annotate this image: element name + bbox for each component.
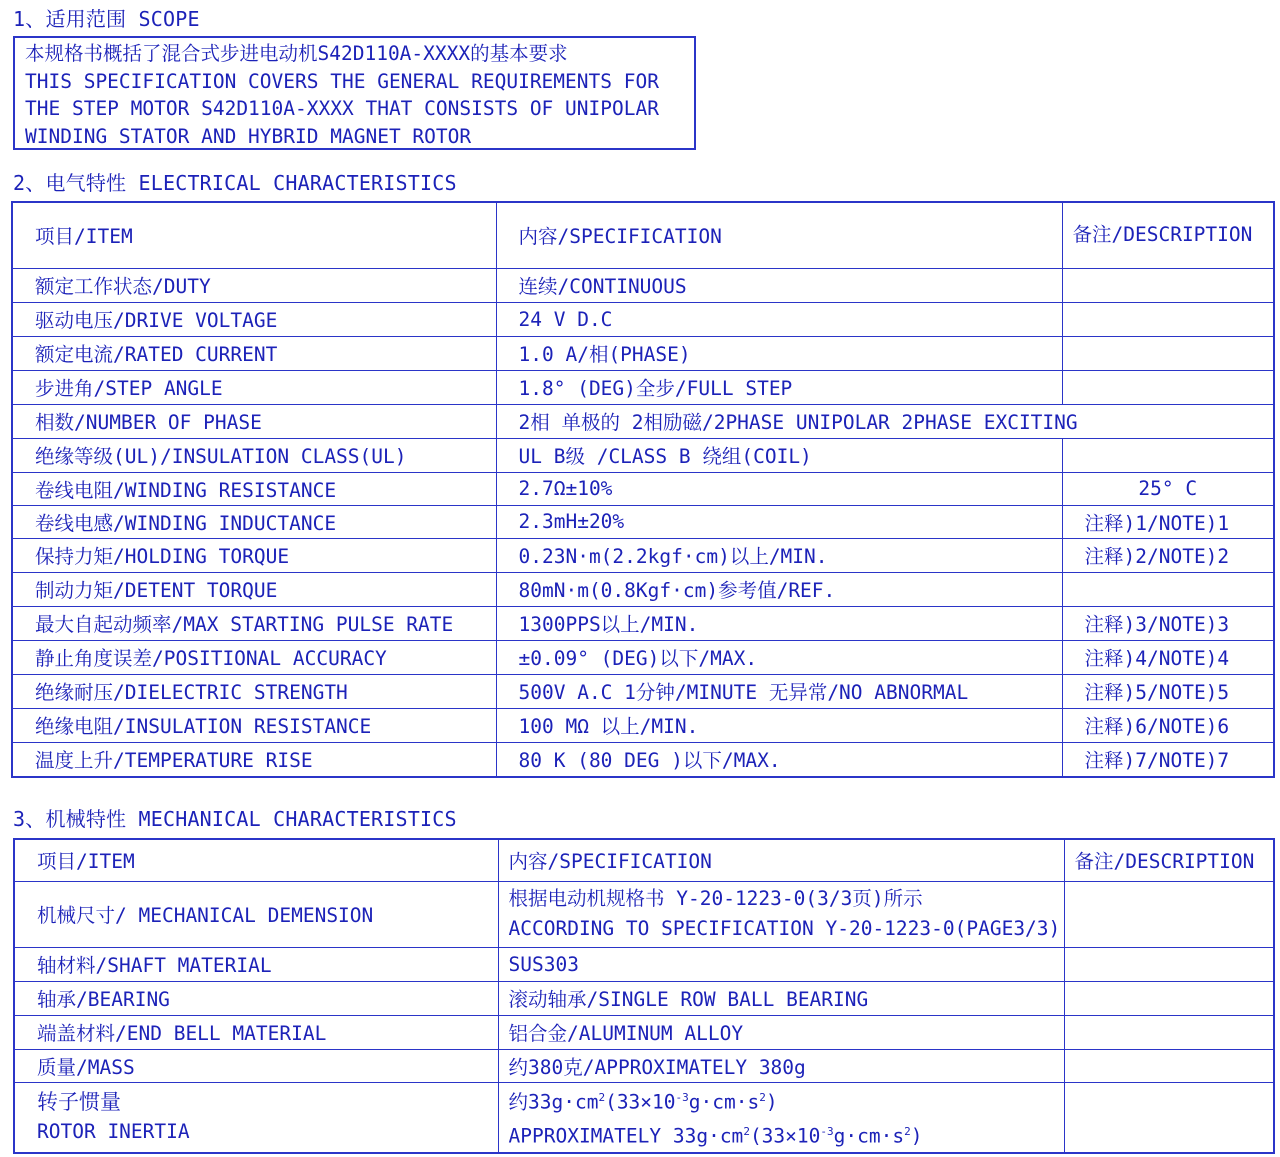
- inertia-spec-line-1: [509, 1083, 1064, 1118]
- inertia-item-line-1: 转子惯量: [37, 1090, 121, 1114]
- scope-box: [13, 36, 696, 150]
- electrical-table: [11, 201, 1275, 778]
- table-row: [14, 881, 1274, 947]
- row-spec: [498, 881, 1064, 947]
- table-row: [14, 947, 1274, 981]
- table-row: [14, 981, 1274, 1015]
- row-item: 保持力矩/HOLDING TORQUE: [12, 538, 496, 572]
- row-spec: 80mN·m(0.8Kgf·cm)参考值/REF.: [496, 572, 1062, 606]
- row-item: 绝缘电阻/INSULATION RESISTANCE: [12, 708, 496, 742]
- row-item: 机械尺寸/ MECHANICAL DEMENSION: [14, 881, 498, 947]
- table-row: [14, 1049, 1274, 1082]
- superscript: 2: [598, 1090, 606, 1104]
- electrical-heading: 2、电气特性 ELECTRICAL CHARACTERISTICS: [13, 171, 457, 195]
- inertia-spec-line-2: [509, 1117, 1064, 1152]
- electrical-header-row: [12, 202, 1274, 268]
- scope-line-4: WINDING STATOR AND HYBRID MAGNET ROTOR: [25, 124, 472, 148]
- row-desc: [1064, 1015, 1274, 1049]
- row-desc: [1064, 981, 1274, 1015]
- row-desc: [1062, 572, 1274, 606]
- table-row: [12, 472, 1274, 505]
- row-spec: 约380克/APPROXIMATELY 380g: [498, 1049, 1064, 1082]
- scope-heading: 1、适用范围 SCOPE: [13, 7, 200, 31]
- row-spec: UL B级 /CLASS B 绕组(COIL): [496, 438, 1062, 472]
- table-row: [14, 1015, 1274, 1049]
- table-row: [12, 336, 1274, 370]
- inertia-text: ): [765, 1090, 778, 1113]
- inertia-item-line-2: ROTOR INERTIA: [37, 1120, 190, 1143]
- row-spec: 铝合金/ALUMINUM ALLOY: [498, 1015, 1064, 1049]
- superscript: 2: [759, 1090, 766, 1104]
- row-spec: 2.7Ω±10%: [496, 472, 1062, 505]
- row-spec: 1.8° (DEG)全步/FULL STEP: [496, 370, 1062, 404]
- row-spec: 连续/CONTINUOUS: [496, 268, 1062, 302]
- row-item: 绝缘耐压/DIELECTRIC STRENGTH: [12, 674, 496, 708]
- row-desc: 注释)3/NOTE)3: [1062, 606, 1274, 640]
- row-item: 轴材料/SHAFT MATERIAL: [14, 947, 498, 981]
- row-spec: 1300PPS以上/MIN.: [496, 606, 1062, 640]
- inertia-text: g·cm·s: [688, 1090, 760, 1113]
- row-desc: [1062, 336, 1274, 370]
- row-spec: ±0.09° (DEG)以下/MAX.: [496, 640, 1062, 674]
- inertia-text: (33×10: [749, 1124, 821, 1148]
- inertia-text: (33×10: [605, 1090, 676, 1113]
- table-row: [12, 708, 1274, 742]
- row-spec: 2.3mH±20%: [496, 505, 1062, 538]
- row-desc: 注释)2/NOTE)2: [1062, 538, 1274, 572]
- superscript: 2: [904, 1125, 911, 1138]
- dimension-spec-line-1: 根据电动机规格书 Y-20-1223-0(3/3页)所示: [508, 887, 923, 910]
- table-row: [12, 505, 1274, 538]
- header-item: 项目/ITEM: [14, 839, 498, 881]
- row-desc: [1062, 438, 1274, 472]
- inertia-text: ): [910, 1124, 923, 1148]
- row-desc: 25° C: [1062, 472, 1274, 505]
- row-desc: [1062, 268, 1274, 302]
- table-row: [12, 538, 1274, 572]
- row-spec: 100 MΩ 以上/MIN.: [496, 708, 1062, 742]
- row-item: 轴承/BEARING: [14, 981, 498, 1015]
- header-desc: 备注/DESCRIPTION: [1062, 202, 1274, 268]
- row-spec: 滚动轴承/SINGLE ROW BALL BEARING: [498, 981, 1064, 1015]
- scope-line-3: THE STEP MOTOR S42D110A-XXXX THAT CONSISTS OF UNIPOLAR: [25, 97, 659, 120]
- table-row: [12, 404, 1274, 438]
- scope-line-1: 本规格书概括了混合式步进电动机S42D110A-XXXX的基本要求: [25, 42, 568, 65]
- table-row: [12, 302, 1274, 336]
- row-spec: 1.0 A/相(PHASE): [496, 336, 1062, 370]
- dimension-spec-line-2: ACCORDING TO SPECIFICATION Y-20-1223-0(PAGE3/3): [508, 917, 1061, 940]
- row-desc: [1064, 1049, 1274, 1082]
- superscript: 2: [743, 1125, 750, 1138]
- row-item: 额定电流/RATED CURRENT: [12, 336, 496, 370]
- row-spec: SUS303: [498, 947, 1064, 981]
- table-row: [12, 674, 1274, 708]
- row-item: 额定工作状态/DUTY: [12, 268, 496, 302]
- inertia-text: 约33g·cm: [508, 1090, 599, 1113]
- superscript: -3: [675, 1090, 689, 1104]
- header-item: 项目/ITEM: [12, 202, 496, 268]
- row-item: 卷线电感/WINDING INDUCTANCE: [12, 505, 496, 538]
- row-item: 最大自起动频率/MAX STARTING PULSE RATE: [12, 606, 496, 640]
- row-desc: 注释)5/NOTE)5: [1062, 674, 1274, 708]
- row-item: 卷线电阻/WINDING RESISTANCE: [12, 472, 496, 505]
- header-spec: 内容/SPECIFICATION: [496, 202, 1062, 268]
- row-item: 端盖材料/END BELL MATERIAL: [14, 1015, 498, 1049]
- table-row: [12, 742, 1274, 777]
- header-spec: 内容/SPECIFICATION: [498, 839, 1064, 881]
- row-desc: [1064, 1082, 1274, 1153]
- row-item: 质量/MASS: [14, 1049, 498, 1082]
- row-item: 相数/NUMBER OF PHASE: [12, 404, 496, 438]
- row-item: 制动力矩/DETENT TORQUE: [12, 572, 496, 606]
- row-desc: 注释)1/NOTE)1: [1062, 505, 1274, 538]
- row-spec: 24 V D.C: [496, 302, 1062, 336]
- table-row: [12, 572, 1274, 606]
- row-item: 温度上升/TEMPERATURE RISE: [12, 742, 496, 777]
- table-row: [12, 606, 1274, 640]
- row-desc: 注释)6/NOTE)6: [1062, 708, 1274, 742]
- row-desc: [1064, 947, 1274, 981]
- row-spec: 2相 单极的 2相励磁/2PHASE UNIPOLAR 2PHASE EXCITING: [496, 404, 1274, 438]
- row-spec: 500V A.C 1分钟/MINUTE 无异常/NO ABNORMAL: [496, 674, 1062, 708]
- row-desc: [1062, 370, 1274, 404]
- table-row: [12, 268, 1274, 302]
- header-desc: 备注/DESCRIPTION: [1064, 839, 1274, 881]
- row-desc: [1064, 881, 1274, 947]
- row-desc: [1062, 302, 1274, 336]
- row-item: 驱动电压/DRIVE VOLTAGE: [12, 302, 496, 336]
- mechanical-heading: 3、机械特性 MECHANICAL CHARACTERISTICS: [13, 807, 457, 831]
- row-spec: 0.23N·m(2.2kgf·cm)以上/MIN.: [496, 538, 1062, 572]
- inertia-spec: [498, 1082, 1064, 1153]
- table-row: [12, 438, 1274, 472]
- mechanical-table: [13, 838, 1275, 1154]
- row-item: 步进角/STEP ANGLE: [12, 370, 496, 404]
- inertia-text: g·cm·s: [833, 1124, 905, 1148]
- row-desc: 注释)4/NOTE)4: [1062, 640, 1274, 674]
- row-spec: 80 K (80 DEG )以下/MAX.: [496, 742, 1062, 777]
- inertia-item: [14, 1082, 498, 1153]
- table-row: [12, 640, 1274, 674]
- table-row: [12, 370, 1274, 404]
- inertia-text: APPROXIMATELY 33g·cm: [508, 1124, 744, 1148]
- row-item: 静止角度误差/POSITIONAL ACCURACY: [12, 640, 496, 674]
- row-desc: 注释)7/NOTE)7: [1062, 742, 1274, 777]
- row-item: 绝缘等级(UL)/INSULATION CLASS(UL): [12, 438, 496, 472]
- table-row: [14, 1082, 1274, 1153]
- mechanical-header-row: [14, 839, 1274, 881]
- scope-line-2: THIS SPECIFICATION COVERS THE GENERAL REQUIREMENTS FOR: [25, 69, 659, 93]
- superscript: -3: [820, 1125, 834, 1138]
